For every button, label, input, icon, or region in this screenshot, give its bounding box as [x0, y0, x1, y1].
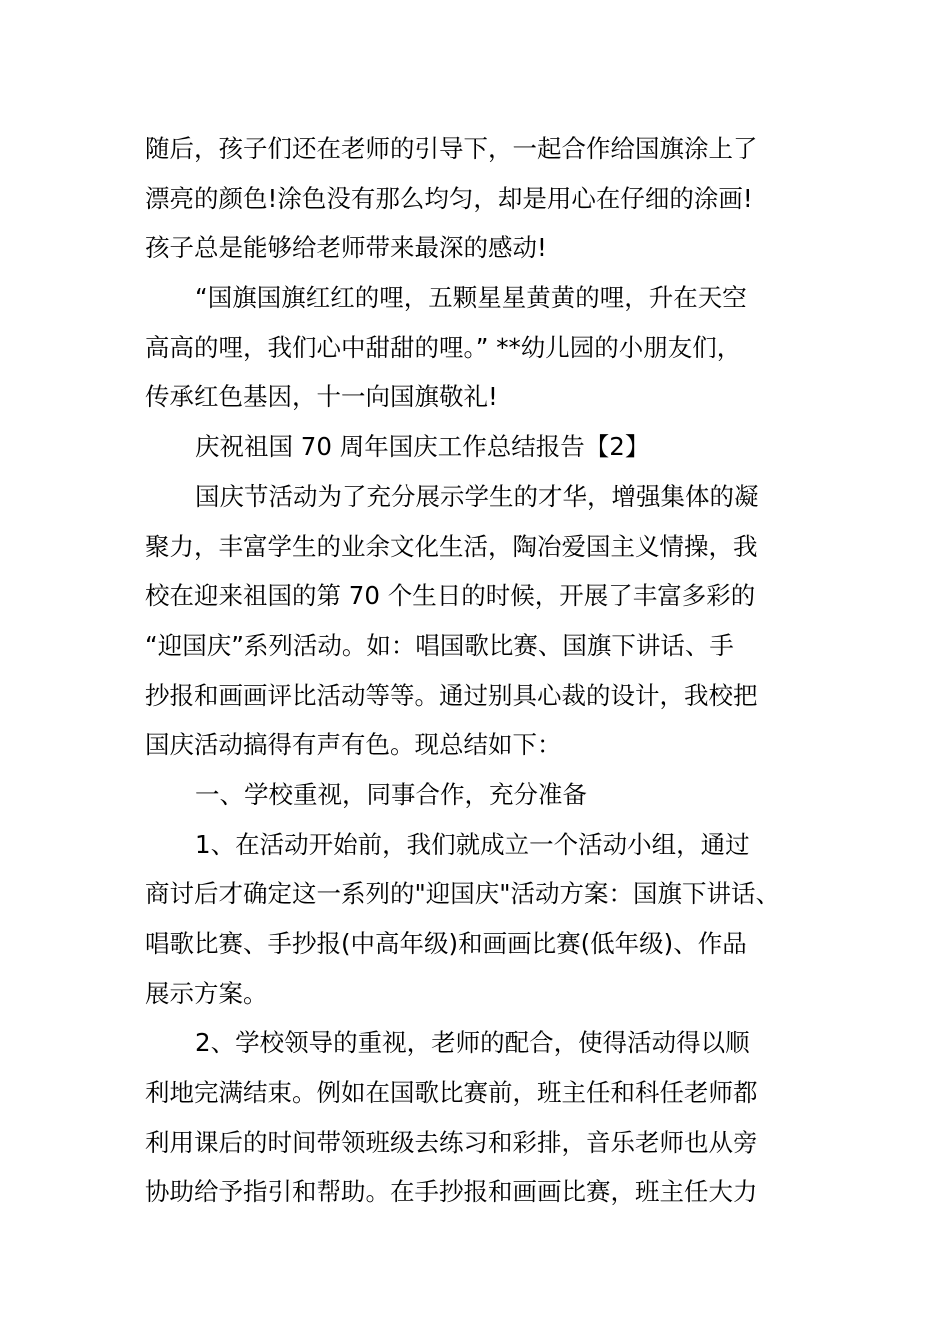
- text-line: 唱歌比赛、手抄报(中高年级)和画画比赛(低年级)、作品: [145, 929, 747, 958]
- document-body: [145, 124, 795, 1217]
- text-line: 校在迎来祖国的第 70 个生日的时候，开展了丰富多彩的: [145, 581, 756, 611]
- text-line: 利用课后的时间带领班级去练习和彩排，音乐老师也从旁: [145, 1127, 758, 1157]
- text-line: 2、学校领导的重视，老师的配合，使得活动得以顺: [195, 1028, 750, 1058]
- text-line: 随后，孩子们还在老师的引导下，一起合作给国旗涂上了: [145, 134, 758, 163]
- text-line: 抄报和画画评比活动等等。通过别具心裁的设计，我校把: [145, 680, 758, 710]
- text-line: 国庆节活动为了充分展示学生的才华，增强集体的凝: [195, 481, 759, 511]
- text-line: 1、在活动开始前，我们就成立一个活动小组，通过: [195, 829, 750, 859]
- text-line: 国庆活动搞得有声有色。现总结如下：: [145, 730, 562, 760]
- text-line: “迎国庆”系列活动。如：唱国歌比赛、国旗下讲话、手: [145, 630, 734, 660]
- text-line: 高高的哩，我们心中甜甜的哩。” **幼儿园的小朋友们，: [145, 332, 742, 362]
- text-line: 孩子总是能够给老师带来最深的感动!: [145, 233, 547, 263]
- text-line: 庆祝祖国 70 周年国庆工作总结报告【2】: [195, 432, 650, 462]
- text-line: 传承红色基因，十一向国旗敬礼!: [145, 382, 498, 412]
- text-line: 展示方案。: [145, 978, 268, 1008]
- text-line: 一、学校重视，同事合作，充分准备: [195, 779, 587, 809]
- text-line: 协助给予指引和帮助。在手抄报和画画比赛，班主任大力: [145, 1177, 758, 1207]
- text-line: 商讨后才确定这一系列的"迎国庆"活动方案：国旗下讲话、: [145, 879, 781, 909]
- text-line: 漂亮的颜色!涂色没有那么均匀，却是用心在仔细的涂画!: [145, 183, 753, 213]
- text-line: 利地完满结束。例如在国歌比赛前，班主任和科任老师都: [145, 1078, 758, 1108]
- text-line: 聚力，丰富学生的业余文化生活，陶冶爱国主义情操，我: [145, 531, 758, 561]
- text-line: “国旗国旗红红的哩，五颗星星黄黄的哩，升在天空: [195, 283, 747, 313]
